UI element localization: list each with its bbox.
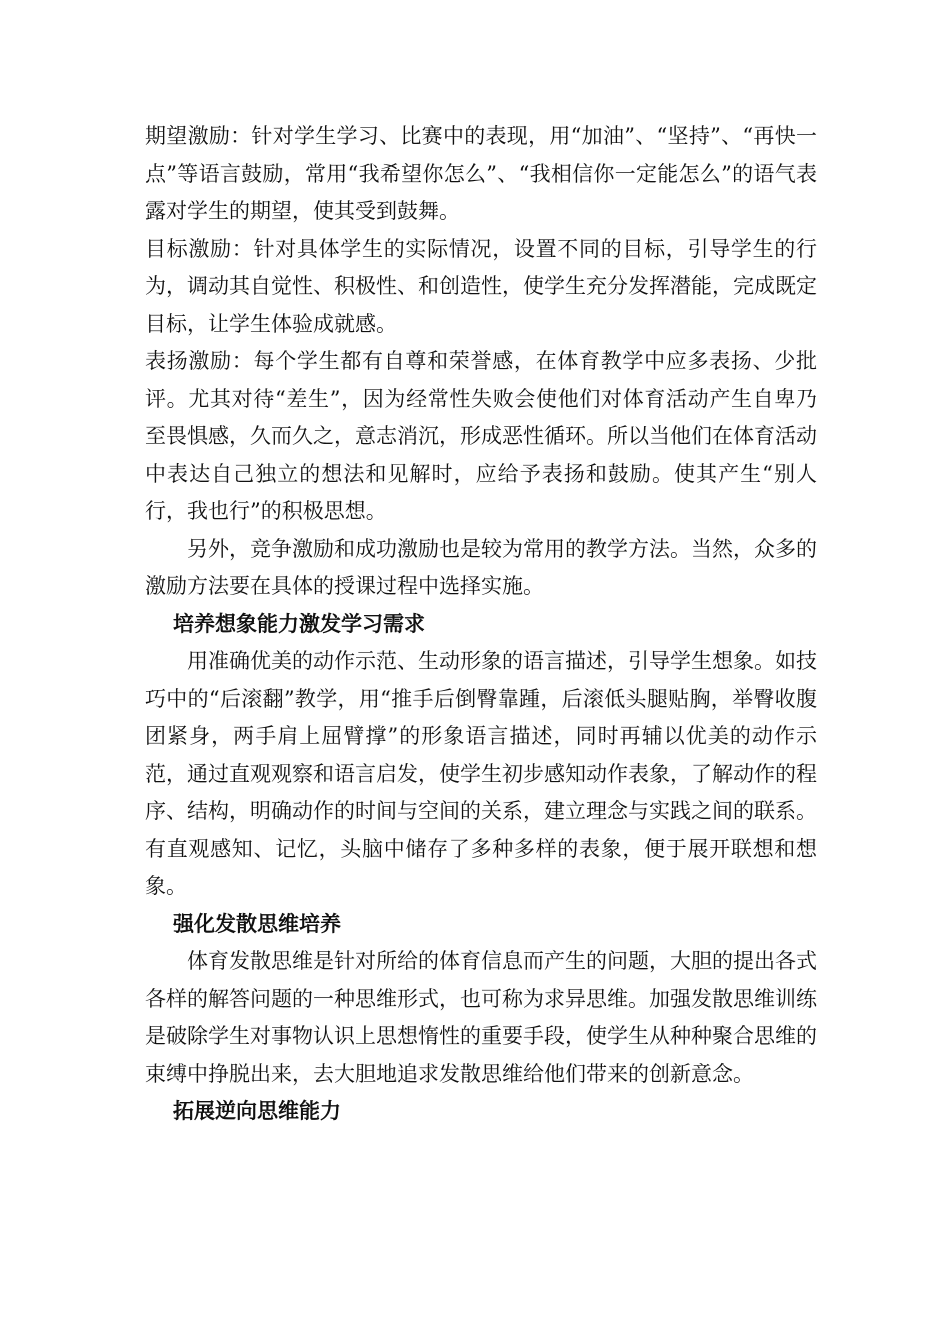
paragraph-divergent-thinking: 体育发散思维是针对所给的体育信息而产生的问题，大胆的提出各式各样的解答问题的一种思维形式，也可称为求异思维。加强发散思维训练是破除学生对事物认识上思想惰性的重要手段，使学生从种种聚合思维的束缚中挣脱出来，去大胆地追求发散思维给他们带来的创新意念。 — [145, 949, 817, 1086]
paragraph-goal-motivation: 目标激励：针对具体学生的实际情况，设置不同的目标，引导学生的行为，调动其自觉性、积极性、和创造性，使学生充分发挥潜能，完成既定目标，让学生体验成就感。 — [145, 236, 817, 336]
paragraph-imagination: 用准确优美的动作示范、生动形象的语言描述，引导学生想象。如技巧中的“后滚翻”教学，用“推手后倒臀靠踵，后滚低头腿贴胸，举臀收腹团紧身，两手肩上屈臂撑”的形象语言描述，同时再辅以优美的动作示范，通过直观观察和语言启发，使学生初步感知动作表象，了解动作的程序、结构，明确动作的时间与空间的关系，建立理念与实践之间的联系。有直观感知、记忆，头脑中储存了多种多样的表象，便于展开联想和想象。 — [145, 649, 817, 898]
paragraph-expectation-motivation: 期望激励：针对学生学习、比赛中的表现，用“加油”、“坚持”、“再快一点”等语言鼓励，常用“我希望你怎么”、“我相信你一定能怎么”的语气表露对学生的期望，使其受到鼓舞。 — [145, 124, 817, 223]
document-body — [145, 118, 817, 1131]
heading-reverse-thinking: 拓展逆向思维能力 — [173, 1099, 341, 1123]
paragraph-praise-motivation: 表扬激励：每个学生都有自尊和荣誉感，在体育教学中应多表扬、少批评。尤其对待“差生”，因为经常性失败会使他们对体育活动产生自卑乃至畏惧感，久而久之，意志消沉，形成恶性循环。所以当他们在体育活动中表达自己独立的想法和见解时，应给予表扬和鼓励。使其产生“别人行，我也行”的积极思想。 — [145, 349, 817, 523]
heading-divergent-thinking: 强化发散思维培养 — [173, 911, 341, 936]
paragraph-other-motivation: 另外，竞争激励和成功激励也是较为常用的教学方法。当然，众多的激励方法要在具体的授课过程中选择实施。 — [145, 536, 817, 598]
heading-imagination: 培养想象能力激发学习需求 — [173, 611, 425, 636]
